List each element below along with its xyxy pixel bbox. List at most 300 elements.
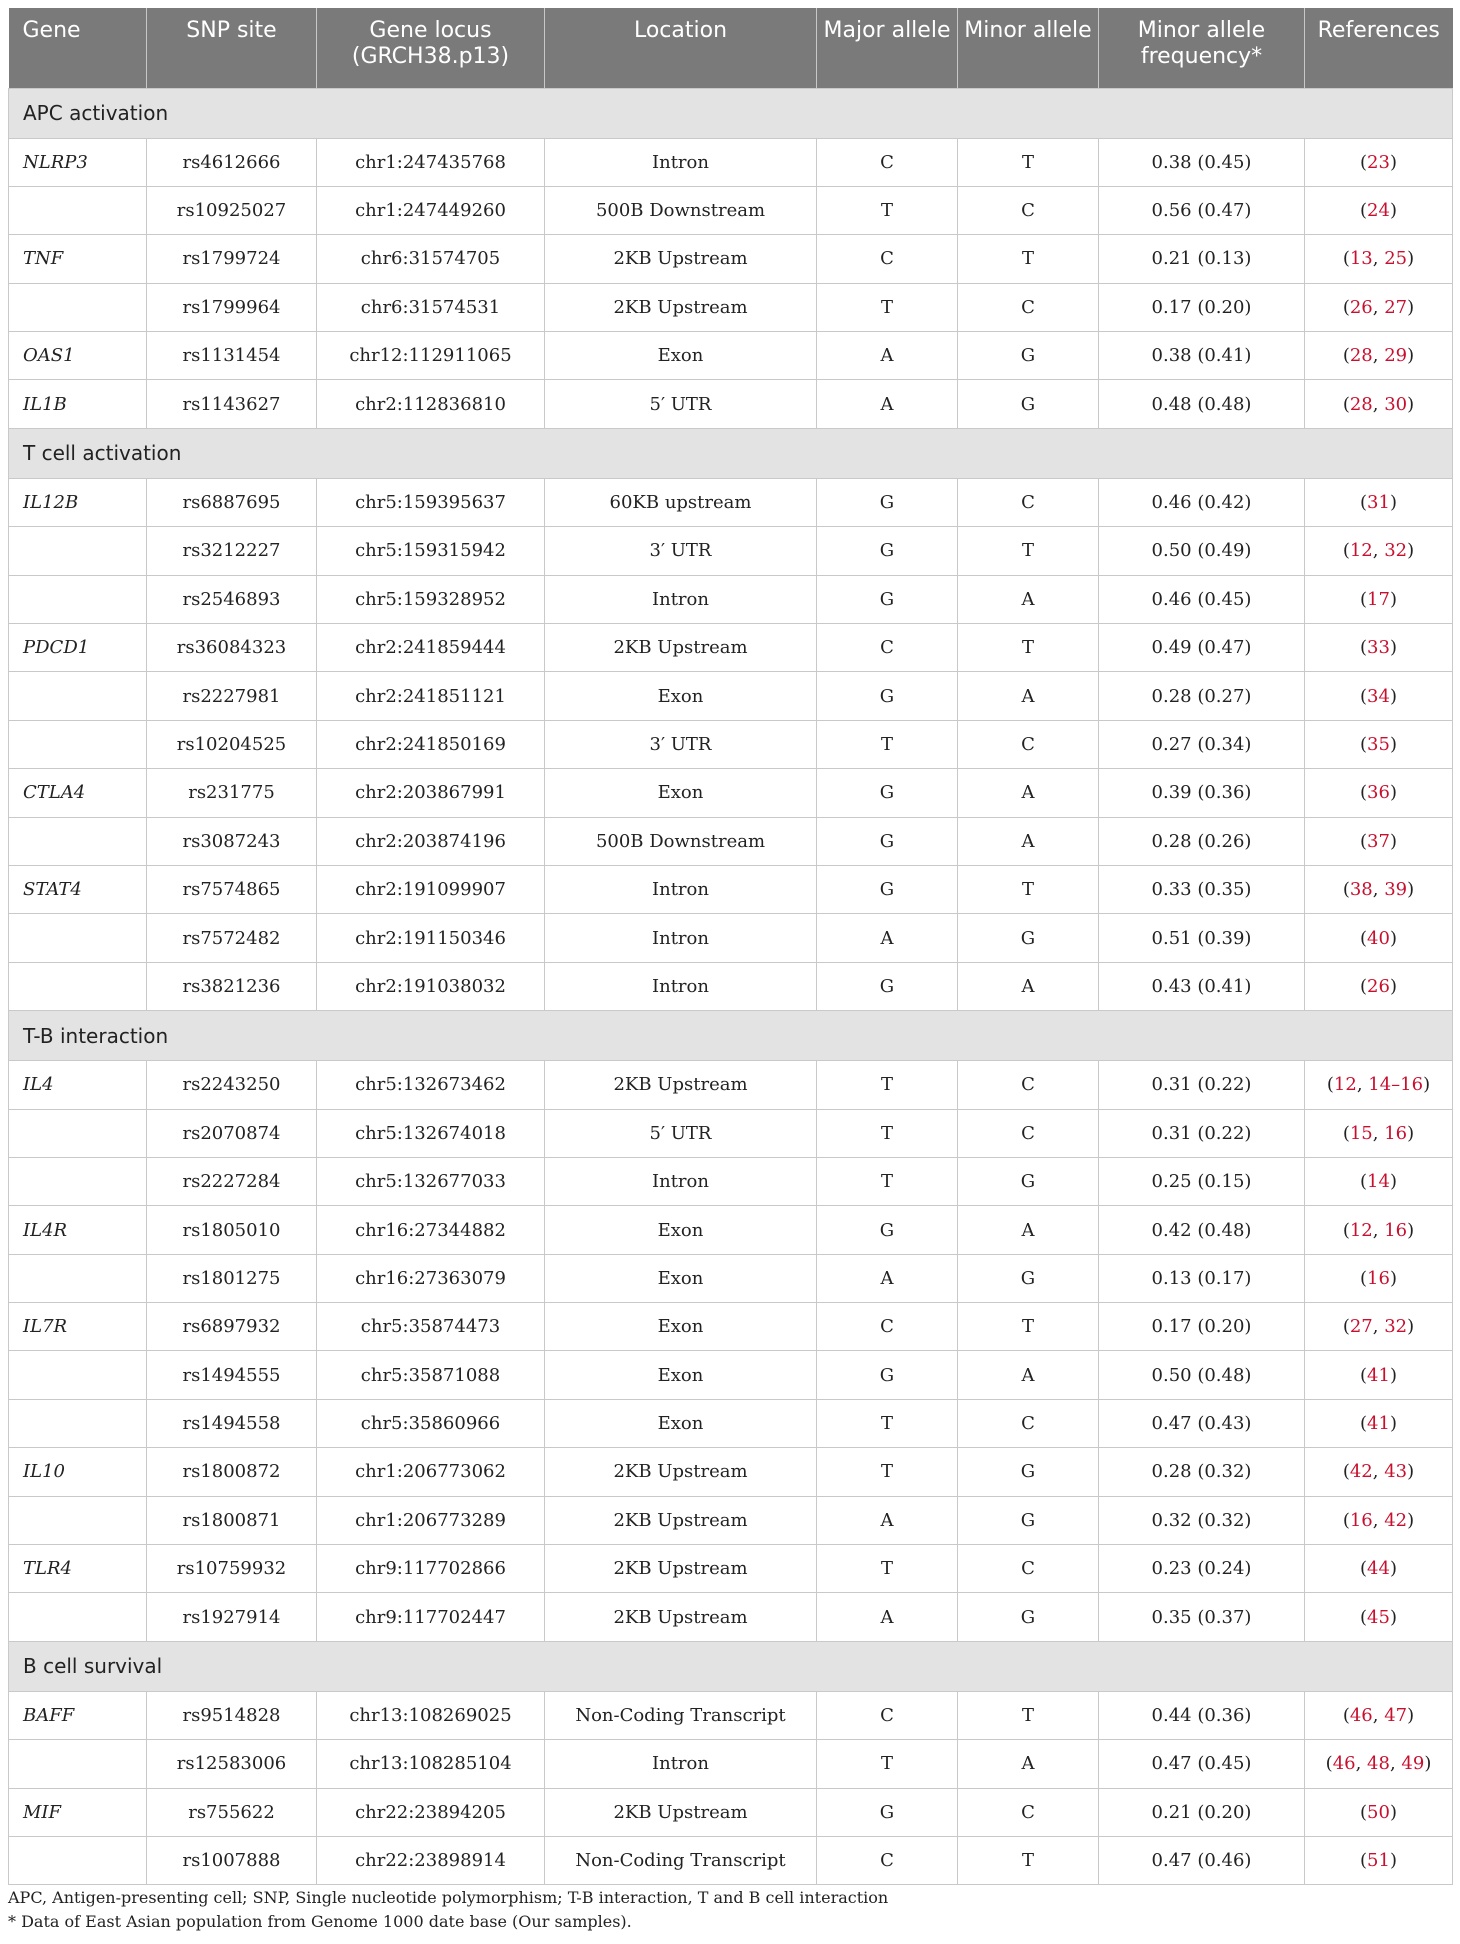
cell-major-allele: G [817,478,958,526]
footnote-abbreviations: APC, Antigen-presenting cell; SNP, Single nucleotide polymorphism; T-B interaction, T and B cell interaction [8,1888,889,1907]
cell-minor-allele-frequency: 0.25 (0.15) [1099,1157,1305,1205]
table-row [9,283,1453,331]
cell-minor-allele-frequency: 0.47 (0.43) [1099,1399,1305,1447]
cell-snp-site: rs7572482 [147,914,317,962]
cell-minor-allele-frequency: 0.21 (0.13) [1099,235,1305,283]
cell-minor-allele-frequency: 0.17 (0.20) [1099,283,1305,331]
reference-link[interactable]: 51 [1367,1850,1390,1872]
table-row [9,575,1453,623]
table-row [9,478,1453,526]
header-major-allele: Major allele [817,8,958,88]
cell-minor-allele: G [958,380,1099,428]
reference-link[interactable]: 48 [1367,1753,1390,1775]
cell-minor-allele-frequency: 0.31 (0.22) [1099,1061,1305,1109]
cell-minor-allele: G [958,914,1099,962]
cell-location: Intron [545,575,817,623]
cell-references: (28, 29) [1305,332,1453,380]
cell-gene: TLR4 [9,1545,147,1593]
cell-gene: TNF [9,235,147,283]
cell-location: 3′ UTR [545,720,817,768]
table-row [9,1740,1453,1788]
cell-minor-allele-frequency: 0.51 (0.39) [1099,914,1305,962]
cell-gene-locus: chr6:31574531 [317,283,545,331]
cell-minor-allele: A [958,672,1099,720]
cell-minor-allele-frequency: 0.47 (0.45) [1099,1740,1305,1788]
cell-references: (46, 48, 49) [1305,1740,1453,1788]
cell-gene-locus: chr2:191099907 [317,865,545,913]
cell-location: Exon [545,1303,817,1351]
cell-location: Exon [545,332,817,380]
cell-major-allele: G [817,672,958,720]
cell-minor-allele-frequency: 0.46 (0.45) [1099,575,1305,623]
reference-link[interactable]: 34 [1367,685,1390,707]
cell-major-allele: T [817,1545,958,1593]
cell-references: (12, 14–16) [1305,1061,1453,1109]
cell-minor-allele-frequency: 0.13 (0.17) [1099,1254,1305,1302]
cell-location: Exon [545,1399,817,1447]
cell-gene [9,575,147,623]
header-snp-site: SNP site [147,8,317,88]
reference-link[interactable]: 27 [1349,1316,1373,1338]
table-row [9,962,1453,1010]
cell-references: (41) [1305,1351,1453,1399]
reference-link[interactable]: 12 [1349,1219,1373,1241]
cell-snp-site: rs10925027 [147,186,317,234]
cell-minor-allele: T [958,624,1099,672]
cell-gene-locus: chr16:27363079 [317,1254,545,1302]
cell-location: 2KB Upstream [545,1545,817,1593]
cell-gene: IL10 [9,1448,147,1496]
cell-gene [9,1496,147,1544]
cell-minor-allele: G [958,1157,1099,1205]
cell-location: 2KB Upstream [545,1788,817,1836]
table-row [9,1109,1453,1157]
cell-location: Intron [545,1740,817,1788]
reference-link[interactable]: 42 [1349,1461,1373,1483]
cell-location: 3′ UTR [545,527,817,575]
cell-major-allele: T [817,1448,958,1496]
header-minor-allele: Minor allele [958,8,1099,88]
reference-link[interactable]: 16 [1367,1267,1390,1289]
cell-minor-allele: C [958,1061,1099,1109]
cell-references: (26) [1305,962,1453,1010]
cell-major-allele: T [817,1109,958,1157]
section-row [9,88,1453,138]
reference-link[interactable]: 26 [1367,975,1390,997]
table-row [9,235,1453,283]
reference-link[interactable]: 36 [1367,782,1390,804]
cell-minor-allele-frequency: 0.17 (0.20) [1099,1303,1305,1351]
cell-snp-site: rs1131454 [147,332,317,380]
cell-references: (17) [1305,575,1453,623]
reference-link[interactable]: 12 [1349,540,1373,562]
cell-major-allele: G [817,527,958,575]
cell-references: (33) [1305,624,1453,672]
cell-major-allele: G [817,769,958,817]
cell-gene [9,1593,147,1641]
reference-link[interactable]: 25 [1384,248,1408,270]
cell-snp-site: rs12583006 [147,1740,317,1788]
cell-minor-allele: C [958,1788,1099,1836]
cell-gene-locus: chr5:159315942 [317,527,545,575]
reference-link[interactable]: 44 [1367,1558,1390,1580]
cell-snp-site: rs3821236 [147,962,317,1010]
cell-snp-site: rs6897932 [147,1303,317,1351]
cell-minor-allele: A [958,575,1099,623]
cell-location: 2KB Upstream [545,1593,817,1641]
cell-references: (15, 16) [1305,1109,1453,1157]
reference-link[interactable]: 35 [1367,733,1390,755]
cell-location: 500B Downstream [545,186,817,234]
cell-gene-locus: chr2:241859444 [317,624,545,672]
cell-minor-allele-frequency: 0.39 (0.36) [1099,769,1305,817]
cell-major-allele: C [817,235,958,283]
cell-gene: BAFF [9,1691,147,1739]
table-row [9,914,1453,962]
table-header [9,8,1453,88]
section-row [9,428,1453,478]
cell-minor-allele: T [958,138,1099,186]
header-row [9,8,1453,88]
cell-snp-site: rs1927914 [147,1593,317,1641]
cell-major-allele: T [817,1157,958,1205]
reference-link[interactable]: 39 [1384,879,1408,901]
reference-link[interactable]: 33 [1367,637,1390,659]
cell-minor-allele-frequency: 0.56 (0.47) [1099,186,1305,234]
cell-minor-allele: T [958,1837,1099,1885]
cell-gene-locus: chr1:206773062 [317,1448,545,1496]
table-row [9,1496,1453,1544]
cell-minor-allele: A [958,817,1099,865]
cell-gene [9,672,147,720]
cell-minor-allele-frequency: 0.49 (0.47) [1099,624,1305,672]
cell-references: (50) [1305,1788,1453,1836]
reference-link[interactable]: 13 [1349,248,1373,270]
cell-gene-locus: chr5:35871088 [317,1351,545,1399]
cell-minor-allele: C [958,1399,1099,1447]
section-title: T cell activation [9,428,1453,478]
cell-major-allele: T [817,186,958,234]
cell-gene-locus: chr2:241850169 [317,720,545,768]
cell-references: (45) [1305,1593,1453,1641]
table-row [9,1351,1453,1399]
cell-gene: MIF [9,1788,147,1836]
cell-minor-allele-frequency: 0.32 (0.32) [1099,1496,1305,1544]
cell-gene: STAT4 [9,865,147,913]
cell-gene-locus: chr2:191150346 [317,914,545,962]
cell-location: Non-Coding Transcript [545,1837,817,1885]
header-minor-allele-frequency: Minor allele frequency* [1099,8,1305,88]
cell-gene: IL7R [9,1303,147,1351]
cell-major-allele: A [817,1593,958,1641]
cell-major-allele: G [817,1788,958,1836]
reference-link[interactable]: 16 [1349,1509,1373,1531]
table-row [9,672,1453,720]
cell-minor-allele-frequency: 0.50 (0.49) [1099,527,1305,575]
table-row [9,380,1453,428]
table-row [9,527,1453,575]
reference-link[interactable]: 32 [1384,1316,1408,1338]
reference-link[interactable]: 14–16 [1368,1074,1424,1096]
cell-location: 5′ UTR [545,1109,817,1157]
cell-gene-locus: chr5:132673462 [317,1061,545,1109]
section-row [9,1641,1453,1691]
header-location: Location [545,8,817,88]
cell-gene: IL4R [9,1206,147,1254]
cell-snp-site: rs2070874 [147,1109,317,1157]
snp-table-container [8,8,1452,1885]
cell-minor-allele: T [958,1303,1099,1351]
cell-references: (16, 42) [1305,1496,1453,1544]
cell-minor-allele: C [958,283,1099,331]
reference-link[interactable]: 32 [1384,540,1408,562]
cell-minor-allele: G [958,1254,1099,1302]
cell-snp-site: rs6887695 [147,478,317,526]
cell-gene [9,283,147,331]
cell-gene-locus: chr9:117702866 [317,1545,545,1593]
cell-minor-allele: C [958,1545,1099,1593]
reference-link[interactable]: 31 [1367,492,1390,514]
cell-major-allele: A [817,914,958,962]
cell-major-allele: G [817,1351,958,1399]
table-row [9,1448,1453,1496]
cell-major-allele: G [817,1206,958,1254]
table-row [9,1545,1453,1593]
cell-gene-locus: chr16:27344882 [317,1206,545,1254]
cell-minor-allele: G [958,1593,1099,1641]
cell-location: 5′ UTR [545,380,817,428]
cell-references: (44) [1305,1545,1453,1593]
cell-major-allele: C [817,1837,958,1885]
cell-snp-site: rs2227284 [147,1157,317,1205]
cell-minor-allele-frequency: 0.28 (0.26) [1099,817,1305,865]
cell-gene [9,1399,147,1447]
cell-snp-site: rs1800872 [147,1448,317,1496]
reference-link[interactable]: 17 [1367,588,1390,610]
table-row [9,1837,1453,1885]
reference-link[interactable]: 27 [1384,296,1408,318]
reference-link[interactable]: 28 [1349,345,1373,367]
cell-gene [9,1109,147,1157]
table-row [9,1691,1453,1739]
table-row [9,1303,1453,1351]
cell-location: 2KB Upstream [545,624,817,672]
cell-gene [9,720,147,768]
cell-snp-site: rs1805010 [147,1206,317,1254]
cell-minor-allele: A [958,1351,1099,1399]
section-row [9,1011,1453,1061]
cell-references: (35) [1305,720,1453,768]
cell-minor-allele-frequency: 0.21 (0.20) [1099,1788,1305,1836]
cell-snp-site: rs1007888 [147,1837,317,1885]
cell-minor-allele: G [958,1448,1099,1496]
reference-link[interactable]: 42 [1384,1509,1408,1531]
reference-link[interactable]: 37 [1367,830,1390,852]
reference-link[interactable]: 41 [1367,1364,1390,1386]
cell-gene [9,914,147,962]
reference-link[interactable]: 47 [1384,1705,1408,1727]
cell-minor-allele-frequency: 0.33 (0.35) [1099,865,1305,913]
reference-link[interactable]: 28 [1349,393,1373,415]
cell-minor-allele: T [958,527,1099,575]
table-row [9,865,1453,913]
header-gene-locus: Gene locus (GRCH38.p13) [317,8,545,88]
cell-gene: NLRP3 [9,138,147,186]
cell-minor-allele-frequency: 0.38 (0.41) [1099,332,1305,380]
cell-location: Intron [545,138,817,186]
cell-minor-allele: A [958,769,1099,817]
cell-gene: IL4 [9,1061,147,1109]
cell-location: Intron [545,865,817,913]
cell-gene-locus: chr5:35860966 [317,1399,545,1447]
cell-minor-allele-frequency: 0.50 (0.48) [1099,1351,1305,1399]
reference-link[interactable]: 38 [1349,879,1373,901]
cell-minor-allele: C [958,720,1099,768]
cell-major-allele: T [817,1399,958,1447]
cell-snp-site: rs1494558 [147,1399,317,1447]
cell-snp-site: rs3087243 [147,817,317,865]
cell-gene: CTLA4 [9,769,147,817]
reference-link[interactable]: 40 [1367,927,1390,949]
cell-location: 2KB Upstream [545,235,817,283]
cell-snp-site: rs231775 [147,769,317,817]
cell-gene-locus: chr1:206773289 [317,1496,545,1544]
cell-gene [9,1157,147,1205]
cell-references: (42, 43) [1305,1448,1453,1496]
cell-snp-site: rs36084323 [147,624,317,672]
header-references: References [1305,8,1453,88]
cell-location: Exon [545,1206,817,1254]
cell-snp-site: rs4612666 [147,138,317,186]
reference-link[interactable]: 46 [1349,1705,1373,1727]
cell-minor-allele: A [958,1206,1099,1254]
cell-references: (31) [1305,478,1453,526]
cell-references: (40) [1305,914,1453,962]
cell-gene-locus: chr1:247449260 [317,186,545,234]
cell-minor-allele-frequency: 0.48 (0.48) [1099,380,1305,428]
cell-minor-allele-frequency: 0.28 (0.32) [1099,1448,1305,1496]
cell-location: 60KB upstream [545,478,817,526]
cell-major-allele: C [817,138,958,186]
cell-location: Exon [545,1254,817,1302]
cell-snp-site: rs10759932 [147,1545,317,1593]
cell-major-allele: T [817,1740,958,1788]
section-title: APC activation [9,88,1453,138]
table-row [9,186,1453,234]
reference-link[interactable]: 26 [1349,296,1373,318]
reference-link[interactable]: 14 [1367,1171,1390,1193]
cell-minor-allele-frequency: 0.46 (0.42) [1099,478,1305,526]
cell-gene-locus: chr13:108285104 [317,1740,545,1788]
reference-link[interactable]: 16 [1384,1122,1408,1144]
cell-major-allele: A [817,332,958,380]
reference-link[interactable]: 30 [1384,393,1408,415]
cell-gene-locus: chr2:112836810 [317,380,545,428]
reference-link[interactable]: 29 [1384,345,1408,367]
cell-snp-site: rs1494555 [147,1351,317,1399]
cell-gene-locus: chr2:191038032 [317,962,545,1010]
cell-minor-allele-frequency: 0.28 (0.27) [1099,672,1305,720]
cell-references: (14) [1305,1157,1453,1205]
cell-references: (41) [1305,1399,1453,1447]
cell-minor-allele: T [958,235,1099,283]
cell-major-allele: A [817,380,958,428]
reference-link[interactable]: 16 [1384,1219,1408,1241]
cell-gene-locus: chr12:112911065 [317,332,545,380]
cell-major-allele: C [817,624,958,672]
cell-snp-site: rs1801275 [147,1254,317,1302]
cell-references: (38, 39) [1305,865,1453,913]
cell-major-allele: A [817,1496,958,1544]
cell-references: (24) [1305,186,1453,234]
cell-location: 500B Downstream [545,817,817,865]
cell-minor-allele: C [958,186,1099,234]
cell-gene-locus: chr6:31574705 [317,235,545,283]
cell-snp-site: rs7574865 [147,865,317,913]
cell-minor-allele: C [958,1109,1099,1157]
reference-link[interactable]: 49 [1401,1753,1425,1775]
cell-gene [9,817,147,865]
cell-minor-allele-frequency: 0.31 (0.22) [1099,1109,1305,1157]
reference-link[interactable]: 43 [1384,1461,1408,1483]
cell-minor-allele: A [958,962,1099,1010]
reference-link[interactable]: 45 [1367,1606,1390,1628]
cell-gene-locus: chr22:23898914 [317,1837,545,1885]
cell-major-allele: C [817,1303,958,1351]
cell-references: (46, 47) [1305,1691,1453,1739]
cell-gene-locus: chr5:132677033 [317,1157,545,1205]
cell-references: (37) [1305,817,1453,865]
reference-link[interactable]: 46 [1332,1753,1356,1775]
reference-link[interactable]: 23 [1367,151,1390,173]
cell-gene-locus: chr2:203867991 [317,769,545,817]
table-row [9,1399,1453,1447]
reference-link[interactable]: 24 [1367,200,1390,222]
cell-snp-site: rs1143627 [147,380,317,428]
cell-gene-locus: chr5:159328952 [317,575,545,623]
cell-major-allele: G [817,865,958,913]
cell-major-allele: T [817,283,958,331]
snp-table [8,8,1453,1885]
cell-gene-locus: chr5:132674018 [317,1109,545,1157]
cell-major-allele: G [817,962,958,1010]
cell-gene [9,186,147,234]
cell-location: 2KB Upstream [545,1061,817,1109]
reference-link[interactable]: 15 [1349,1122,1373,1144]
cell-location: Non-Coding Transcript [545,1691,817,1739]
table-row [9,1593,1453,1641]
cell-references: (27, 32) [1305,1303,1453,1351]
cell-minor-allele-frequency: 0.38 (0.45) [1099,138,1305,186]
cell-location: Intron [545,1157,817,1205]
table-row [9,1788,1453,1836]
cell-gene-locus: chr2:203874196 [317,817,545,865]
reference-link[interactable]: 12 [1333,1074,1357,1096]
reference-link[interactable]: 50 [1367,1801,1390,1823]
table-row [9,624,1453,672]
table-row [9,1061,1453,1109]
cell-gene-locus: chr1:247435768 [317,138,545,186]
cell-references: (51) [1305,1837,1453,1885]
cell-major-allele: G [817,817,958,865]
cell-location: Exon [545,769,817,817]
cell-references: (36) [1305,769,1453,817]
reference-link[interactable]: 41 [1367,1413,1390,1435]
cell-minor-allele: G [958,332,1099,380]
cell-snp-site: rs2227981 [147,672,317,720]
cell-location: 2KB Upstream [545,283,817,331]
table-row [9,332,1453,380]
